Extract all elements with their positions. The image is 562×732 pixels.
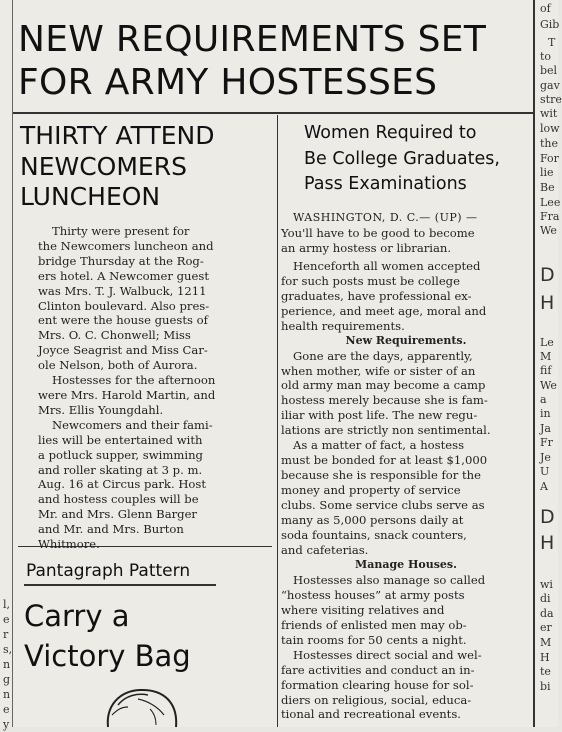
right-edge-fragment: Le	[540, 336, 554, 349]
right-edge-heading-fragment: D	[540, 264, 555, 286]
right-edge-fragment: fif	[540, 364, 552, 377]
hostess-body-line: You'll have to be good to become	[281, 225, 475, 240]
luncheon-body-line: and Mr. and Mrs. Burton	[38, 522, 184, 537]
hostess-body-line: when mother, wife or sister of an	[281, 363, 476, 378]
right-edge-fragment: Je	[540, 451, 551, 464]
right-edge-fragment: A	[540, 480, 548, 493]
right-edge-fragment: bi	[540, 680, 551, 693]
hostess-body-line: tional and recreational events.	[281, 707, 461, 722]
right-edge-fragment: wi	[540, 578, 553, 591]
right-edge-fragment: H	[540, 651, 550, 664]
hostess-body-line: “hostess houses” at army posts	[281, 587, 465, 602]
luncheon-body-line: bridge Thursday at the Rog-	[38, 253, 204, 268]
luncheon-body-line: were Mrs. Harold Martin, and	[38, 387, 216, 402]
right-edge-fragment: lie	[540, 166, 554, 179]
hostess-body-line: because she is responsible for the	[281, 468, 481, 483]
luncheon-headline-line-1: THIRTY ATTEND	[20, 121, 215, 150]
headline-underline	[13, 112, 533, 114]
right-edge-fragment: wit	[540, 107, 558, 120]
left-edge-fragment: n	[3, 658, 11, 671]
luncheon-body-line: Mrs. O. C. Chonwell; Miss	[38, 328, 191, 343]
luncheon-body-line: Thirty were present for	[52, 224, 190, 238]
luncheon-body-line: Aug. 16 at Circus park. Host	[38, 477, 207, 492]
pattern-label-underline	[24, 584, 216, 586]
hostess-body-line: hostess merely because she is fam-	[281, 393, 488, 408]
hostess-body-line: diers on religious, social, educa-	[281, 692, 472, 707]
luncheon-body-line: was Mrs. T. J. Walbuck, 1211	[38, 283, 207, 298]
luncheon-body-line: a potluck supper, swimming	[38, 447, 203, 462]
left-edge-fragment: r	[3, 628, 9, 641]
hostess-body-line: clubs. Some service clubs serve as	[281, 498, 485, 513]
right-edge-fragment: stre	[540, 93, 562, 106]
hostess-body-line: perience, and meet age, moral and	[281, 303, 487, 318]
hostess-body-line: formation clearing house for sol-	[281, 677, 474, 692]
hostess-body-line: health requirements.	[281, 318, 405, 333]
right-edge-fragment: gav	[540, 79, 560, 92]
luncheon-body-line: Joyce Seagrist and Miss Car-	[38, 343, 208, 358]
hostess-body-line: tain rooms for 50 cents a night.	[281, 632, 467, 647]
hostess-headline-line-2: Be College Graduates,	[304, 148, 500, 169]
left-edge-fragment: n	[3, 688, 11, 701]
pattern-title-line-2: Victory Bag	[24, 639, 191, 673]
right-edge-heading-fragment: D	[540, 506, 555, 528]
right-edge-fragment: te	[540, 665, 551, 678]
left-edge-fragment: e	[3, 703, 10, 716]
luncheon-article-body	[38, 224, 260, 552]
luncheon-body-line: Newcomers and their fami-	[52, 417, 213, 432]
luncheon-body-line: Clinton boulevard. Also pres-	[38, 298, 210, 313]
right-edge-fragment: Ja	[540, 422, 551, 435]
right-edge-fragment: to	[540, 50, 552, 63]
right-edge-fragment: M	[540, 350, 552, 363]
luncheon-body-line: ers hotel. A Newcomer guest	[38, 268, 209, 283]
hostess-body-line: lations are strictly non sentimental.	[281, 423, 491, 438]
right-edge-heading-fragment: H	[540, 292, 555, 314]
hostess-body-line: fare activities and conduct an in-	[281, 662, 475, 677]
hostess-headline-line-3: Pass Examinations	[304, 174, 467, 194]
column-rule-middle	[277, 115, 278, 727]
luncheon-body-line: Whitmore.	[38, 537, 100, 552]
luncheon-headline	[20, 121, 215, 213]
hostess-subhead: New Requirements.	[345, 333, 467, 347]
right-edge-fragment: a	[540, 393, 547, 406]
left-edge-fragment: s,	[3, 643, 13, 656]
main-headline-line-2: FOR ARMY HOSTESSES	[18, 62, 438, 103]
right-edge-fragment: of	[540, 2, 551, 15]
left-edge-fragment: y	[3, 718, 10, 731]
hostess-body-line: many as 5,000 persons daily at	[281, 513, 464, 528]
luncheon-body-line: and roller skating at 3 p. m.	[38, 462, 203, 477]
hostess-body-line: soda fountains, snack counters,	[281, 528, 467, 543]
right-edge-fragment: For	[540, 152, 559, 165]
luncheon-body-line: and hostess couples will be	[38, 492, 199, 507]
hostess-body-line: money and property of service	[281, 483, 461, 498]
right-edge-fragment: Fra	[540, 210, 560, 223]
main-headline-line-1: NEW REQUIREMENTS SET	[18, 19, 487, 60]
main-headline	[18, 18, 518, 104]
hostess-body-line: for such posts must be college	[281, 273, 460, 288]
luncheon-body-line: lies will be entertained with	[38, 432, 203, 447]
hostess-body-line: an army hostess or librarian.	[281, 240, 452, 255]
right-edge-fragment: di	[540, 592, 551, 605]
luncheon-body-line: the Newcomers luncheon and	[38, 238, 214, 253]
luncheon-body-line: Mr. and Mrs. Glenn Barger	[38, 507, 197, 522]
hostess-body-line: and cafeterias.	[281, 542, 369, 557]
pattern-illustration	[78, 685, 198, 727]
column-rule-right-edge	[533, 0, 535, 727]
left-edge-fragment: l,	[3, 598, 11, 611]
hostess-body-line: As a matter of fact, a hostess	[293, 438, 465, 453]
luncheon-body-line: Mrs. Ellis Youngdahl.	[38, 402, 164, 417]
right-edge-fragment: Lee	[540, 196, 561, 209]
right-edge-fragment: Fr	[540, 436, 553, 449]
hostess-body-line: Henceforth all women accepted	[293, 258, 481, 273]
right-edge-fragment: We	[540, 224, 557, 237]
hostess-article-body	[281, 211, 531, 722]
hostess-body-line: old army man may become a camp	[281, 378, 486, 393]
hostess-body-line: Hostesses direct social and wel-	[293, 647, 482, 662]
right-edge-fragment: We	[540, 379, 557, 392]
luncheon-headline-line-3: LUNCHEON	[20, 182, 161, 211]
hostess-body-line: iliar with post life. The new regu-	[281, 408, 478, 423]
hostess-body-line: must be bonded for at least $1,000	[281, 453, 488, 468]
hostess-body-line: WASHINGTON, D. C.— (UP) —	[293, 211, 478, 224]
hostess-headline-line-1: Women Required to	[304, 123, 477, 143]
luncheon-headline-line-2: NEWCOMERS	[20, 151, 187, 181]
hostess-body-line: where visiting relatives and	[281, 602, 445, 617]
pattern-section-label: Pantagraph Pattern	[26, 561, 191, 581]
right-edge-fragment: Be	[540, 181, 555, 194]
hostess-body-line: Gone are the days, apparently,	[293, 348, 473, 363]
left-edge-fragment: e	[3, 613, 10, 626]
right-edge-fragment: U	[540, 465, 550, 478]
right-edge-fragment: the	[540, 137, 559, 150]
hostess-subhead: Manage Houses.	[355, 557, 457, 571]
hostess-body-line: graduates, have professional ex-	[281, 288, 472, 303]
right-edge-fragment: low	[540, 122, 560, 135]
right-edge-fragment: bel	[540, 64, 558, 77]
pattern-title-line-1: Carry a	[24, 599, 130, 633]
right-edge-fragment: M	[540, 636, 552, 649]
right-edge-heading-fragment: H	[540, 532, 555, 554]
luncheon-body-line: Hostesses for the afternoon	[52, 373, 216, 388]
hostess-headline	[304, 121, 500, 198]
pattern-title	[24, 596, 191, 676]
hostess-body-line: friends of enlisted men may ob-	[281, 617, 467, 632]
right-edge-fragment: T	[548, 36, 556, 49]
luncheon-body-line: ole Nelson, both of Aurora.	[38, 358, 198, 373]
right-edge-fragment: er	[540, 621, 552, 634]
hostess-body-line: Hostesses also manage so called	[293, 572, 486, 587]
right-edge-fragment: da	[540, 607, 554, 620]
right-edge-fragment: Gib	[540, 18, 560, 31]
right-edge-fragment: in	[540, 407, 551, 420]
left-edge-fragments	[3, 597, 13, 732]
left-edge-fragment: g	[3, 673, 11, 686]
luncheon-body-line: ent were the house guests of	[38, 313, 208, 328]
